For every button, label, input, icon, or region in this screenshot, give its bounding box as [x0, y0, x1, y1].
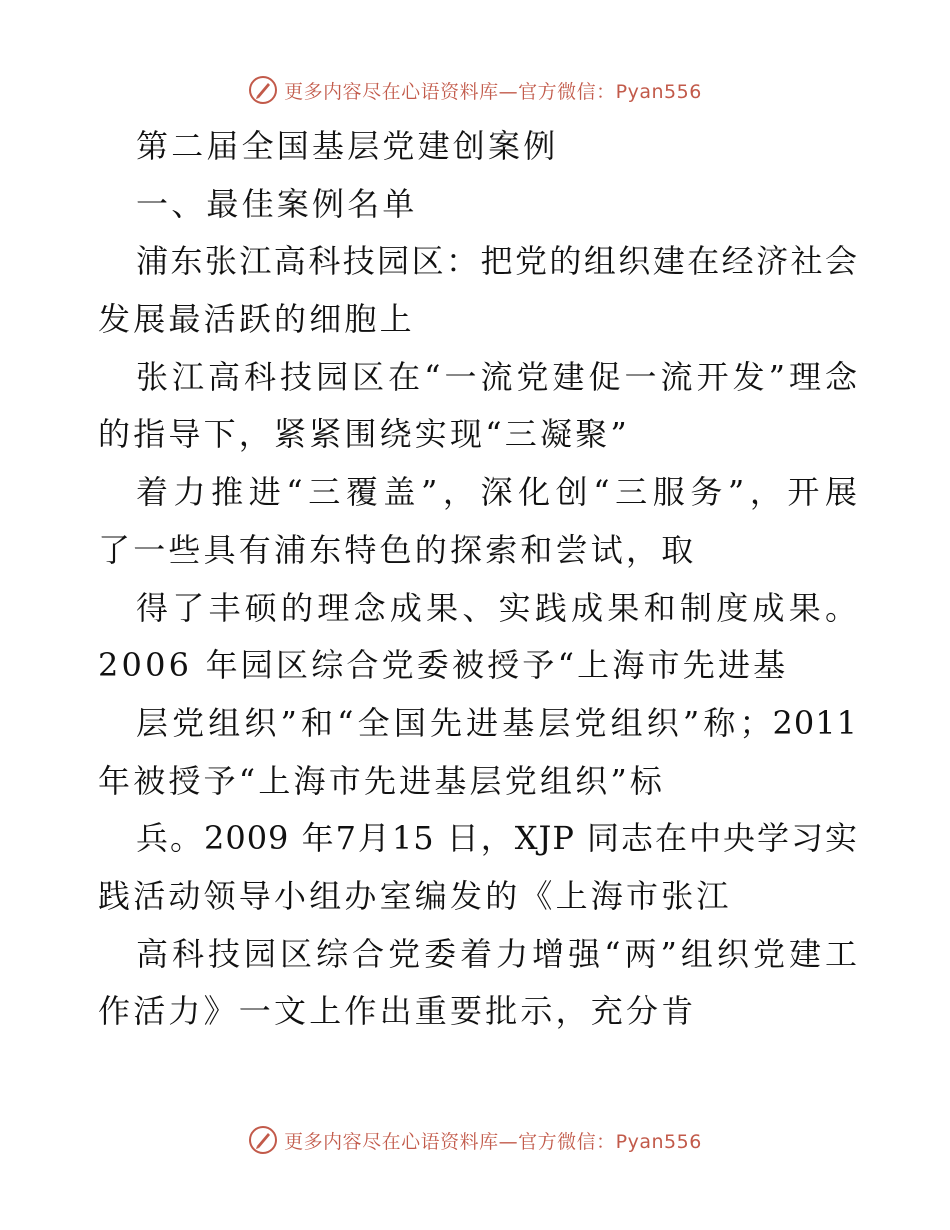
paragraph-line: 践活动领导小组办室编发的《上海市张江 — [98, 876, 732, 915]
paragraph-line: 2006 年园区综合党委被授予“上海市先进基 — [98, 646, 789, 685]
paragraph-line: 张江高科技园区在“一流党建促一流开发”理念 — [136, 357, 858, 396]
paragraph-line: 的指导下，紧紧围绕实现“三凝聚” — [98, 415, 630, 454]
document-title: 第二届全国基层党建创案例 — [136, 127, 559, 165]
footer-watermark — [0, 1120, 950, 1160]
paragraph-line: 发展最活跃的细胞上 — [98, 300, 415, 339]
paragraph-line: 着力推进“三覆盖”，深化创“三服务”，开展 — [136, 473, 858, 512]
paragraph-line: 了一些具有浦东特色的探索和尝试，取 — [98, 530, 697, 569]
paragraph-line: 作活力》一文上作出重要批示，充分肯 — [98, 992, 697, 1031]
paragraph-line: 高科技园区综合党委着力增强“两”组织党建工 — [136, 934, 858, 973]
watermark-text: 更多内容尽在心语资料库—官方微信：Pyan556 — [284, 1130, 702, 1153]
paragraph-line: 层党组织”和“全国先进基层党组织”称；2011 — [136, 703, 858, 742]
paragraph-line: 兵。2009 年7月15 日，XJP 同志在中央学习实 — [136, 819, 858, 858]
paragraph-line: 浦东张江高科技园区：把党的组织建在经济社会 — [136, 242, 858, 281]
watermark-text: 更多内容尽在心语资料库—官方微信：Pyan556 — [284, 80, 702, 103]
paragraph-line: 年被授予“上海市先进基层党组织”标 — [98, 761, 666, 800]
section-heading: 一、最佳案例名单 — [136, 184, 418, 223]
paragraph-line: 得了丰硕的理念成果、实践成果和制度成果。 — [136, 588, 858, 627]
quill-pen-icon — [248, 75, 278, 105]
document-body — [98, 118, 858, 1041]
quill-pen-icon — [248, 1125, 278, 1155]
header-watermark — [0, 70, 950, 110]
